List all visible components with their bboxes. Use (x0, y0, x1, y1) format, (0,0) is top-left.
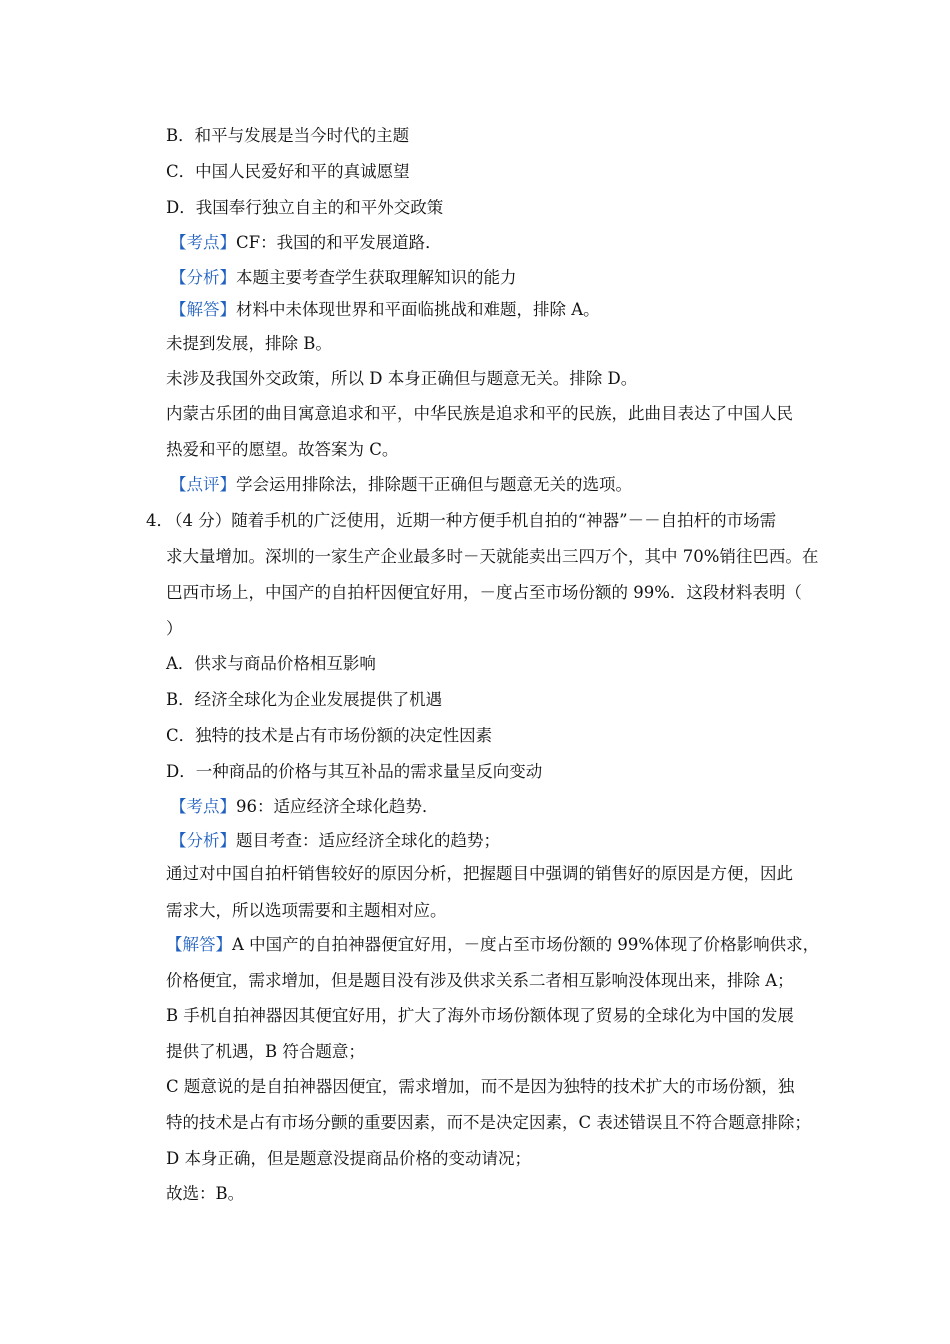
q4-jieda-line-7: D 本身正确，但是题意没提商品价格的变动请况； (166, 1149, 531, 1168)
q4-stem-line-4: ） (166, 619, 183, 638)
q4-option-a: A．供求与商品价格相互影响 (166, 654, 376, 673)
q4-jieda-line-6: 特的技术是占有市场分颤的重要因素，而不是决定因素，C 表述错误且不符合题意排除； (166, 1113, 811, 1132)
q3-option-d: D．我国奉行独立自主的和平外交政策 (166, 198, 444, 217)
q3-kaodian (170, 233, 442, 253)
q3-jieda-line-3: 未涉及我国外交政策，所以 D 本身正确但与题意无关。排除 D。 (166, 369, 638, 388)
fenxi-text: 题目考查：适应经济全球化的趋势； (236, 831, 500, 850)
q4-jieda-line-5: C 题意说的是自拍神器因便宜，需求增加，而不是因为独特的技术扩大的市场份额，独 (166, 1077, 795, 1096)
kaodian-tag: 【考点】 (170, 797, 236, 816)
kaodian-text: CF：我国的和平发展道路． (236, 233, 442, 252)
dianping-text: 学会运用排除法，排除题干正确但与题意无关的选项。 (236, 475, 632, 494)
fenxi-tag: 【分析】 (170, 831, 236, 850)
q3-jieda-line-4: 内蒙古乐团的曲目寓意追求和平，中华民族是追求和平的民族，此曲目表达了中国人民 (166, 404, 793, 423)
q4-kaodian (170, 797, 439, 817)
fenxi-text: 本题主要考查学生获取理解知识的能力 (236, 268, 517, 287)
q4-stem-line-3: 巴西市场上，中国产的自拍杆因便宜好用，－度占至市场份额的 99%．这段材料表明（ (166, 583, 802, 602)
q4-option-d: D．一种商品的价格与其互补品的需求量呈反向变动 (166, 762, 543, 781)
dianping-tag: 【点评】 (170, 475, 236, 494)
jieda-text: 材料中未体现世界和平面临挑战和难题，排除 A。 (236, 300, 600, 319)
q4-fenxi-line-3: 需求大，所以选项需要和主题相对应。 (166, 901, 447, 920)
q4-jieda (166, 935, 819, 955)
q3-jieda-line-5: 热爱和平的愿望。故答案为 C。 (166, 440, 399, 459)
kaodian-text: 96：适应经济全球化趋势． (236, 797, 439, 816)
q3-jieda-line-2: 未提到发展，排除 B。 (166, 334, 332, 353)
jieda-tag: 【解答】 (166, 935, 232, 954)
q4-jieda-line-8: 故选：B。 (166, 1184, 245, 1203)
jieda-tag: 【解答】 (170, 300, 236, 319)
q4-number: 4． (146, 511, 173, 530)
q4-jieda-line-2: 价格便宜，需求增加，但是题目没有涉及供求关系二者相互影响没体现出来，排除 A； (166, 971, 794, 990)
q4-option-c: C．独特的技术是占有市场份额的决定性因素 (166, 726, 493, 745)
q4-jieda-line-3: B 手机自拍神器因其便宜好用，扩大了海外市场份额体现了贸易的全球化为中国的发展 (166, 1006, 794, 1025)
q3-option-c: C．中国人民爱好和平的真诚愿望 (166, 162, 410, 181)
q3-jieda (170, 300, 600, 320)
q4-jieda-line-4: 提供了机遇，B 符合题意； (166, 1042, 365, 1061)
q4-fenxi (170, 831, 500, 851)
jieda-text: A 中国产的自拍神器便宜好用，－度占至市场份额的 99%体现了价格影响供求， (232, 935, 820, 954)
kaodian-tag: 【考点】 (170, 233, 236, 252)
q4-fenxi-line-2: 通过对中国自拍杆销售较好的原因分析，把握题目中强调的销售好的原因是方便，因此 (166, 864, 793, 883)
q3-fenxi (170, 268, 517, 288)
q4-stem-line-2: 求大量增加。深圳的一家生产企业最多时－天就能卖出三四万个，其中 70%销往巴西。在 (166, 547, 819, 566)
q3-dianping (170, 475, 632, 495)
q4-option-b: B．经济全球化为企业发展提供了机遇 (166, 690, 443, 709)
q3-option-b: B．和平与发展是当今时代的主题 (166, 126, 410, 145)
fenxi-tag: 【分析】 (170, 268, 236, 287)
q4-stem-line-1: （4 分）随着手机的广泛使用，近期一种方便手机自拍的“神器”－－自拍杆的市场需 (166, 511, 777, 530)
